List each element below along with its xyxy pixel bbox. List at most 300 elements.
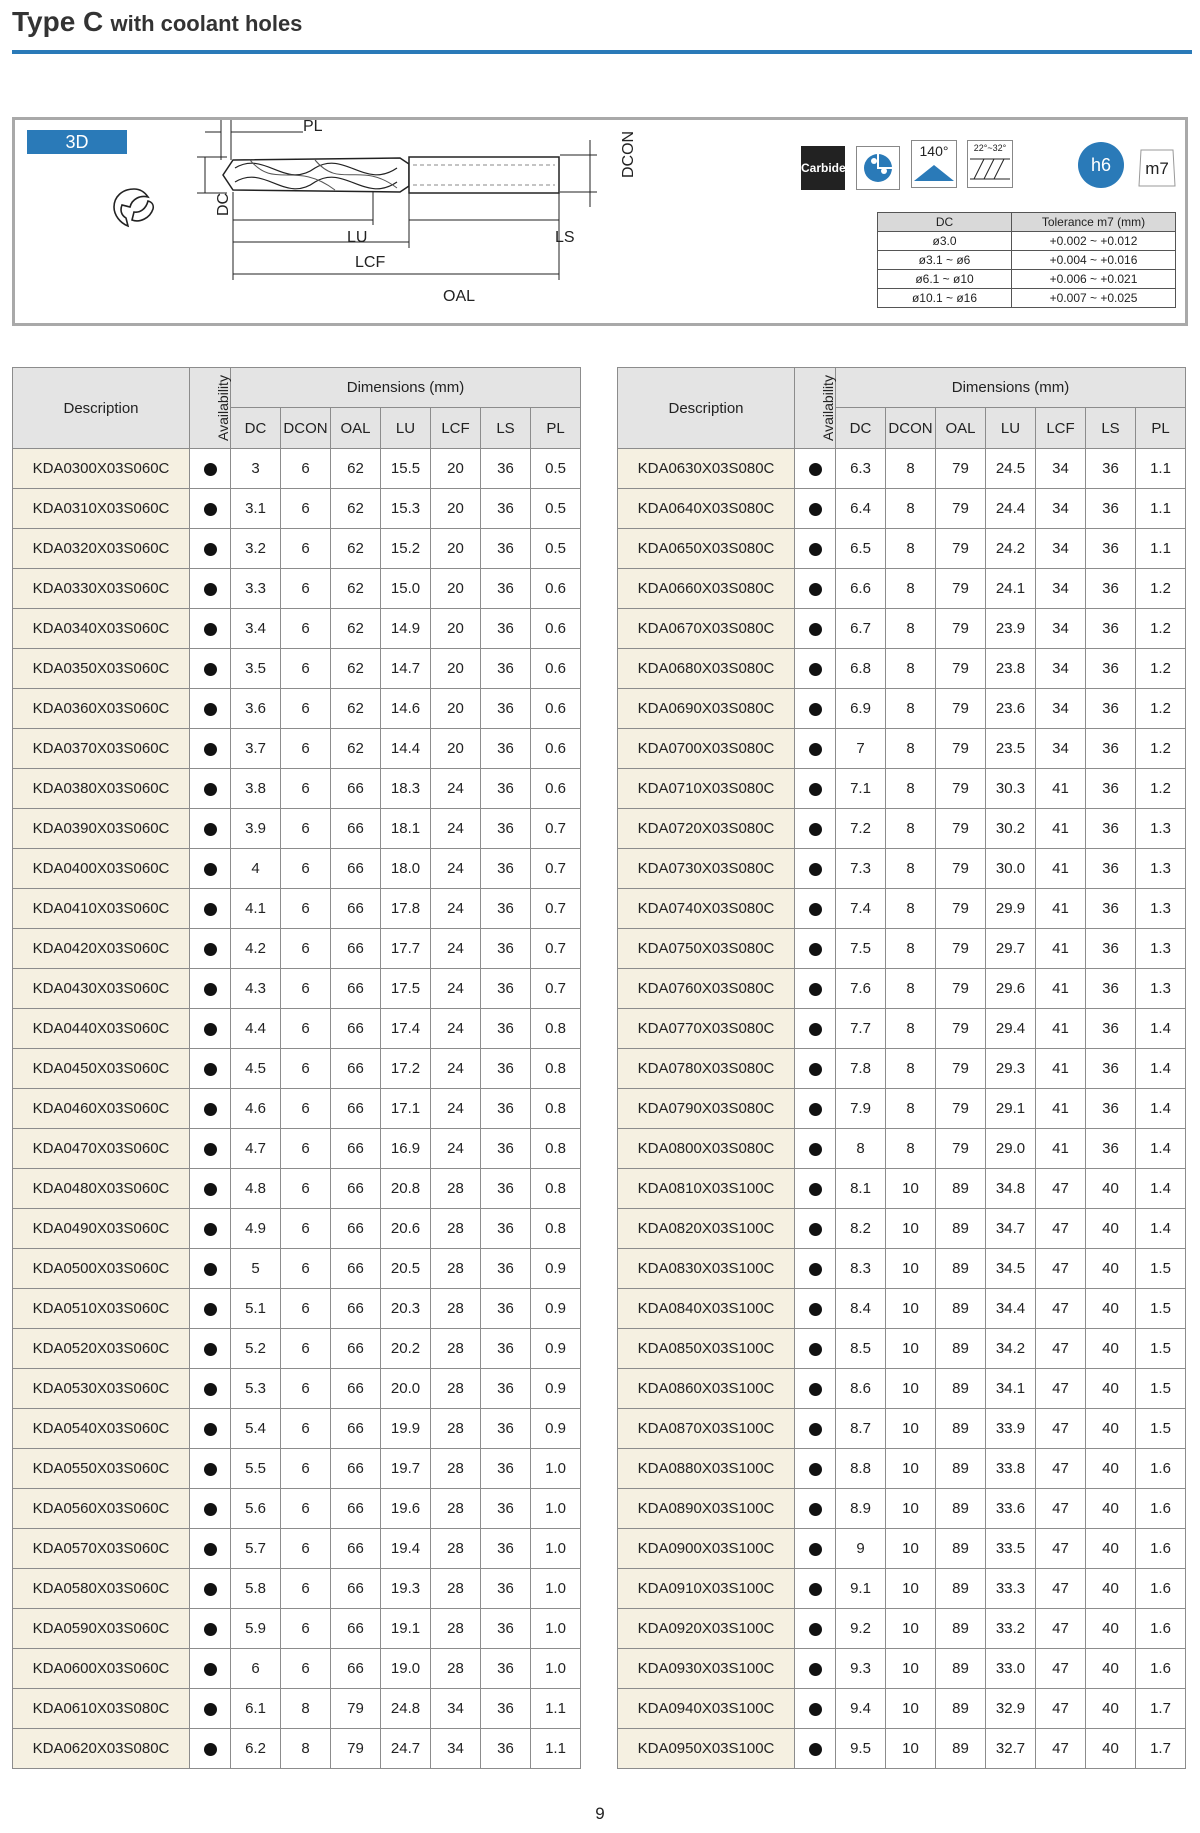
ls-cell: 36 <box>1086 1049 1136 1089</box>
availability-cell <box>190 729 231 769</box>
availability-cell <box>190 649 231 689</box>
table-row <box>13 1049 581 1089</box>
oal-cell: 66 <box>331 769 381 809</box>
lu-cell: 15.3 <box>381 489 431 529</box>
ls-cell: 36 <box>481 1049 531 1089</box>
dc-cell: 3.1 <box>231 489 281 529</box>
oal-cell: 89 <box>936 1609 986 1649</box>
lu-cell: 14.9 <box>381 609 431 649</box>
lu-cell: 29.3 <box>986 1049 1036 1089</box>
dc-label: DC <box>215 192 232 216</box>
pl-cell: 0.6 <box>531 729 581 769</box>
availability-cell <box>795 849 836 889</box>
availability-cell <box>795 1209 836 1249</box>
pl-cell: 1.5 <box>1136 1409 1186 1449</box>
availability-dot-icon <box>809 1463 822 1476</box>
availability-cell <box>795 809 836 849</box>
ls-cell: 36 <box>481 849 531 889</box>
table-row <box>618 849 1186 889</box>
lcf-cell: 47 <box>1036 1249 1086 1289</box>
table-row <box>13 569 581 609</box>
availability-dot-icon <box>204 903 217 916</box>
availability-dot-icon <box>204 543 217 556</box>
table-row <box>13 1649 581 1689</box>
description-cell: KDA0660X03S080C <box>618 569 795 609</box>
oal-cell: 79 <box>936 609 986 649</box>
lcf-cell: 47 <box>1036 1489 1086 1529</box>
pl-cell: 1.3 <box>1136 849 1186 889</box>
pl-cell: 1.3 <box>1136 889 1186 929</box>
availability-dot-icon <box>204 1183 217 1196</box>
availability-dot-icon <box>204 823 217 836</box>
ls-cell: 36 <box>481 729 531 769</box>
oal-cell: 79 <box>936 689 986 729</box>
ls-cell: 40 <box>1086 1209 1136 1249</box>
availability-cell <box>190 1609 231 1649</box>
dc-cell: 7.2 <box>836 809 886 849</box>
oal-cell: 79 <box>936 929 986 969</box>
dc-cell: 8.7 <box>836 1409 886 1449</box>
lcf-cell: 24 <box>431 809 481 849</box>
dc-cell: 5.7 <box>231 1529 281 1569</box>
lu-cell: 34.4 <box>986 1289 1036 1329</box>
ls-label: LS <box>555 229 575 246</box>
lcf-cell: 28 <box>431 1569 481 1609</box>
ls-cell: 36 <box>481 449 531 489</box>
availability-cell <box>190 1729 231 1769</box>
pl-cell: 1.2 <box>1136 769 1186 809</box>
lcf-cell: 28 <box>431 1329 481 1369</box>
availability-dot-icon <box>809 1423 822 1436</box>
oal-cell: 79 <box>331 1729 381 1769</box>
availability-dot-icon <box>204 983 217 996</box>
oal-cell: 62 <box>331 689 381 729</box>
lu-cell: 14.4 <box>381 729 431 769</box>
dcon-cell: 6 <box>281 1369 331 1409</box>
ls-cell: 36 <box>481 1329 531 1369</box>
dc-cell: 9.1 <box>836 1569 886 1609</box>
lu-cell: 19.1 <box>381 1609 431 1649</box>
table-row <box>13 529 581 569</box>
lu-cell: 15.2 <box>381 529 431 569</box>
pl-label: PL <box>303 118 323 135</box>
oal-cell: 89 <box>936 1329 986 1369</box>
dc-cell: 8.3 <box>836 1249 886 1289</box>
description-cell: KDA0870X03S100C <box>618 1409 795 1449</box>
tol-dc-cell: ø3.0 <box>878 232 1012 251</box>
lcf-cell: 34 <box>1036 609 1086 649</box>
oal-cell: 66 <box>331 889 381 929</box>
table-row <box>13 889 581 929</box>
availability-cell <box>795 1289 836 1329</box>
dc-cell: 6.1 <box>231 1689 281 1729</box>
oal-cell: 62 <box>331 569 381 609</box>
ls-cell: 40 <box>1086 1169 1136 1209</box>
ls-cell: 36 <box>1086 609 1136 649</box>
lcf-cell: 20 <box>431 689 481 729</box>
table-row <box>13 929 581 969</box>
oal-cell: 89 <box>936 1649 986 1689</box>
table-row <box>13 1689 581 1729</box>
lcf-cell: 34 <box>431 1689 481 1729</box>
table-row <box>618 1609 1186 1649</box>
dcon-cell: 10 <box>886 1449 936 1489</box>
description-cell: KDA0840X03S100C <box>618 1289 795 1329</box>
description-cell: KDA0880X03S100C <box>618 1449 795 1489</box>
lcf-cell: 41 <box>1036 929 1086 969</box>
oal-cell: 66 <box>331 1209 381 1249</box>
lcf-cell: 34 <box>1036 729 1086 769</box>
dcon-cell: 10 <box>886 1409 936 1449</box>
dcon-cell: 8 <box>886 529 936 569</box>
lu-cell: 19.7 <box>381 1449 431 1489</box>
availability-cell <box>795 889 836 929</box>
header-dimensions: Dimensions (mm) <box>231 368 581 408</box>
pl-cell: 0.9 <box>531 1369 581 1409</box>
availability-cell <box>795 1489 836 1529</box>
availability-dot-icon <box>809 1703 822 1716</box>
availability-dot-icon <box>204 1623 217 1636</box>
ls-cell: 36 <box>481 1129 531 1169</box>
availability-dot-icon <box>809 1063 822 1076</box>
table-row <box>618 1249 1186 1289</box>
pl-cell: 1.4 <box>1136 1129 1186 1169</box>
availability-cell <box>795 529 836 569</box>
ls-cell: 36 <box>1086 729 1136 769</box>
pl-cell: 1.6 <box>1136 1609 1186 1649</box>
col-oal: OAL <box>936 408 986 449</box>
lu-cell: 23.6 <box>986 689 1036 729</box>
table-row <box>13 1209 581 1249</box>
ls-cell: 36 <box>481 1569 531 1609</box>
lcf-cell: 47 <box>1036 1609 1086 1649</box>
tolerance-row <box>878 289 1176 308</box>
lcf-cell: 34 <box>1036 449 1086 489</box>
ls-cell: 36 <box>481 1489 531 1529</box>
lu-cell: 34.1 <box>986 1369 1036 1409</box>
dc-cell: 5.1 <box>231 1289 281 1329</box>
lu-cell: 17.1 <box>381 1089 431 1129</box>
description-cell: KDA0580X03S060C <box>13 1569 190 1609</box>
oal-cell: 66 <box>331 849 381 889</box>
lcf-cell: 20 <box>431 529 481 569</box>
description-cell: KDA0300X03S060C <box>13 449 190 489</box>
pl-cell: 0.6 <box>531 569 581 609</box>
dcon-cell: 8 <box>886 449 936 489</box>
table-row <box>618 1529 1186 1569</box>
availability-dot-icon <box>809 1583 822 1596</box>
availability-cell <box>190 1569 231 1609</box>
pl-cell: 1.2 <box>1136 569 1186 609</box>
dcon-cell: 8 <box>886 609 936 649</box>
pl-cell: 1.4 <box>1136 1169 1186 1209</box>
availability-cell <box>190 689 231 729</box>
table-row <box>618 1649 1186 1689</box>
oal-cell: 89 <box>936 1569 986 1609</box>
availability-dot-icon <box>809 983 822 996</box>
table-row <box>13 1169 581 1209</box>
dcon-cell: 10 <box>886 1649 936 1689</box>
oal-cell: 66 <box>331 1329 381 1369</box>
ls-cell: 36 <box>481 769 531 809</box>
table-row <box>618 929 1186 969</box>
dc-cell: 4.8 <box>231 1169 281 1209</box>
pl-cell: 0.7 <box>531 849 581 889</box>
pl-cell: 0.8 <box>531 1049 581 1089</box>
oal-cell: 66 <box>331 1049 381 1089</box>
dc-cell: 4.4 <box>231 1009 281 1049</box>
oal-cell: 66 <box>331 1449 381 1489</box>
dcon-cell: 6 <box>281 1289 331 1329</box>
availability-dot-icon <box>204 1143 217 1156</box>
availability-cell <box>190 889 231 929</box>
lcf-cell: 47 <box>1036 1329 1086 1369</box>
oal-cell: 62 <box>331 649 381 689</box>
dcon-cell: 10 <box>886 1729 936 1769</box>
dc-cell: 4.6 <box>231 1089 281 1129</box>
dc-cell: 3.6 <box>231 689 281 729</box>
lcf-cell: 28 <box>431 1209 481 1249</box>
description-cell: KDA0770X03S080C <box>618 1009 795 1049</box>
page-number: 9 <box>595 1804 605 1823</box>
dcon-cell: 8 <box>886 849 936 889</box>
lu-cell: 24.8 <box>381 1689 431 1729</box>
ls-cell: 36 <box>481 1209 531 1249</box>
description-cell: KDA0400X03S060C <box>13 849 190 889</box>
availability-cell <box>795 1729 836 1769</box>
lu-cell: 15.5 <box>381 449 431 489</box>
description-cell: KDA0480X03S060C <box>13 1169 190 1209</box>
pl-cell: 1.4 <box>1136 1049 1186 1089</box>
description-cell: KDA0630X03S080C <box>618 449 795 489</box>
pl-cell: 0.7 <box>531 809 581 849</box>
lu-cell: 33.5 <box>986 1529 1036 1569</box>
availability-dot-icon <box>204 1223 217 1236</box>
description-cell: KDA0640X03S080C <box>618 489 795 529</box>
pl-cell: 0.5 <box>531 449 581 489</box>
lcf-cell: 24 <box>431 1089 481 1129</box>
pl-cell: 1.5 <box>1136 1369 1186 1409</box>
availability-cell <box>190 1689 231 1729</box>
col-lcf: LCF <box>1036 408 1086 449</box>
pl-cell: 1.3 <box>1136 969 1186 1009</box>
lcf-cell: 28 <box>431 1649 481 1689</box>
description-cell: KDA0820X03S100C <box>618 1209 795 1249</box>
table-row <box>13 1289 581 1329</box>
availability-cell <box>795 689 836 729</box>
depth-tag: 3D <box>27 130 127 154</box>
pl-cell: 1.3 <box>1136 809 1186 849</box>
pl-cell: 0.7 <box>531 969 581 1009</box>
dc-cell: 9.4 <box>836 1689 886 1729</box>
oal-cell: 79 <box>936 769 986 809</box>
dcon-cell: 10 <box>886 1689 936 1729</box>
availability-dot-icon <box>809 783 822 796</box>
ls-cell: 36 <box>1086 649 1136 689</box>
pl-cell: 0.8 <box>531 1209 581 1249</box>
dcon-cell: 8 <box>281 1729 331 1769</box>
table-row <box>13 1449 581 1489</box>
header-description: Description <box>13 368 190 449</box>
availability-dot-icon <box>204 583 217 596</box>
lcf-cell: 28 <box>431 1289 481 1329</box>
dc-cell: 6.3 <box>836 449 886 489</box>
col-pl: PL <box>1136 408 1186 449</box>
availability-cell <box>190 1489 231 1529</box>
availability-dot-icon <box>809 1623 822 1636</box>
col-dcon: DCON <box>281 408 331 449</box>
availability-dot-icon <box>204 1063 217 1076</box>
lu-cell: 34.2 <box>986 1329 1036 1369</box>
description-cell: KDA0920X03S100C <box>618 1609 795 1649</box>
dcon-cell: 6 <box>281 1209 331 1249</box>
availability-dot-icon <box>204 1463 217 1476</box>
pl-cell: 0.9 <box>531 1409 581 1449</box>
lu-cell: 29.4 <box>986 1009 1036 1049</box>
lu-cell: 33.9 <box>986 1409 1036 1449</box>
availability-dot-icon <box>809 1223 822 1236</box>
lu-cell: 14.6 <box>381 689 431 729</box>
col-dc: DC <box>231 408 281 449</box>
description-cell: KDA0440X03S060C <box>13 1009 190 1049</box>
oal-cell: 79 <box>936 489 986 529</box>
helix-angle-label: 22°~32° <box>973 143 1007 153</box>
lcf-cell: 41 <box>1036 849 1086 889</box>
availability-cell <box>795 769 836 809</box>
pl-cell: 0.6 <box>531 689 581 729</box>
availability-dot-icon <box>204 743 217 756</box>
availability-dot-icon <box>809 1263 822 1276</box>
tol-dc-cell: ø6.1 ~ ø10 <box>878 270 1012 289</box>
lu-cell: 14.7 <box>381 649 431 689</box>
dc-cell: 5.6 <box>231 1489 281 1529</box>
ls-cell: 40 <box>1086 1329 1136 1369</box>
availability-dot-icon <box>204 1103 217 1116</box>
table-row <box>618 449 1186 489</box>
lu-cell: 24.4 <box>986 489 1036 529</box>
table-row <box>13 1089 581 1129</box>
availability-dot-icon <box>809 1663 822 1676</box>
ls-cell: 36 <box>1086 809 1136 849</box>
description-cell: KDA0890X03S100C <box>618 1489 795 1529</box>
ls-cell: 36 <box>1086 489 1136 529</box>
lu-cell: 23.5 <box>986 729 1036 769</box>
availability-cell <box>190 1009 231 1049</box>
dcon-cell: 8 <box>886 729 936 769</box>
pl-cell: 1.6 <box>1136 1449 1186 1489</box>
availability-cell <box>190 969 231 1009</box>
availability-cell <box>190 1129 231 1169</box>
dc-cell: 6.8 <box>836 649 886 689</box>
lcf-cell: 41 <box>1036 1129 1086 1169</box>
dc-cell: 5.4 <box>231 1409 281 1449</box>
description-cell: KDA0510X03S060C <box>13 1289 190 1329</box>
lcf-cell: 24 <box>431 969 481 1009</box>
h6-icon: h6 <box>1078 142 1124 188</box>
dcon-cell: 10 <box>886 1209 936 1249</box>
lcf-cell: 47 <box>1036 1409 1086 1449</box>
dcon-cell: 10 <box>886 1569 936 1609</box>
ls-cell: 40 <box>1086 1289 1136 1329</box>
ls-cell: 40 <box>1086 1649 1136 1689</box>
oal-cell: 62 <box>331 489 381 529</box>
lcf-cell: 24 <box>431 1129 481 1169</box>
oal-cell: 66 <box>331 1649 381 1689</box>
availability-dot-icon <box>204 1303 217 1316</box>
description-cell: KDA0610X03S080C <box>13 1689 190 1729</box>
lu-cell: 17.5 <box>381 969 431 1009</box>
ls-cell: 36 <box>481 969 531 1009</box>
dc-cell: 8.1 <box>836 1169 886 1209</box>
oal-cell: 66 <box>331 1489 381 1529</box>
lu-cell: 29.0 <box>986 1129 1036 1169</box>
pl-cell: 1.6 <box>1136 1649 1186 1689</box>
availability-cell <box>795 929 836 969</box>
availability-cell <box>795 1049 836 1089</box>
pl-cell: 1.6 <box>1136 1489 1186 1529</box>
table-row <box>618 729 1186 769</box>
availability-cell <box>795 1409 836 1449</box>
dcon-cell: 8 <box>886 769 936 809</box>
lu-cell: 34.7 <box>986 1209 1036 1249</box>
lcf-cell: 47 <box>1036 1449 1086 1489</box>
page-title <box>12 6 302 38</box>
description-cell: KDA0530X03S060C <box>13 1369 190 1409</box>
dcon-cell: 10 <box>886 1329 936 1369</box>
ls-cell: 36 <box>481 1529 531 1569</box>
availability-cell <box>190 1529 231 1569</box>
dc-cell: 3.2 <box>231 529 281 569</box>
ls-cell: 36 <box>481 1089 531 1129</box>
oal-cell: 89 <box>936 1289 986 1329</box>
dcon-cell: 10 <box>886 1489 936 1529</box>
dcon-cell: 6 <box>281 649 331 689</box>
dc-cell: 8.5 <box>836 1329 886 1369</box>
description-cell: KDA0470X03S060C <box>13 1129 190 1169</box>
availability-dot-icon <box>809 1303 822 1316</box>
lu-cell: 16.9 <box>381 1129 431 1169</box>
dcon-cell: 6 <box>281 889 331 929</box>
header-description: Description <box>618 368 795 449</box>
availability-dot-icon <box>204 1663 217 1676</box>
availability-cell <box>795 1529 836 1569</box>
table-row <box>13 1369 581 1409</box>
description-cell: KDA0450X03S060C <box>13 1049 190 1089</box>
description-cell: KDA0790X03S080C <box>618 1089 795 1129</box>
description-cell: KDA0340X03S060C <box>13 609 190 649</box>
dc-cell: 3.8 <box>231 769 281 809</box>
dc-cell: 8.2 <box>836 1209 886 1249</box>
lcf-cell: 34 <box>1036 529 1086 569</box>
lcf-cell: 47 <box>1036 1289 1086 1329</box>
pl-cell: 1.6 <box>1136 1569 1186 1609</box>
ls-cell: 36 <box>1086 1129 1136 1169</box>
carbide-icon: Carbide <box>801 146 845 190</box>
lu-cell: 33.3 <box>986 1569 1036 1609</box>
header-availability <box>795 368 836 449</box>
pl-cell: 0.8 <box>531 1089 581 1129</box>
availability-dot-icon <box>204 943 217 956</box>
availability-dot-icon <box>204 783 217 796</box>
dc-cell: 6.9 <box>836 689 886 729</box>
lcf-cell: 28 <box>431 1609 481 1649</box>
m7-label: m7 <box>1145 159 1169 178</box>
description-cell: KDA0690X03S080C <box>618 689 795 729</box>
table-row <box>13 649 581 689</box>
table-row <box>13 969 581 1009</box>
dcon-cell: 8 <box>886 1049 936 1089</box>
m7-icon <box>1135 146 1179 190</box>
